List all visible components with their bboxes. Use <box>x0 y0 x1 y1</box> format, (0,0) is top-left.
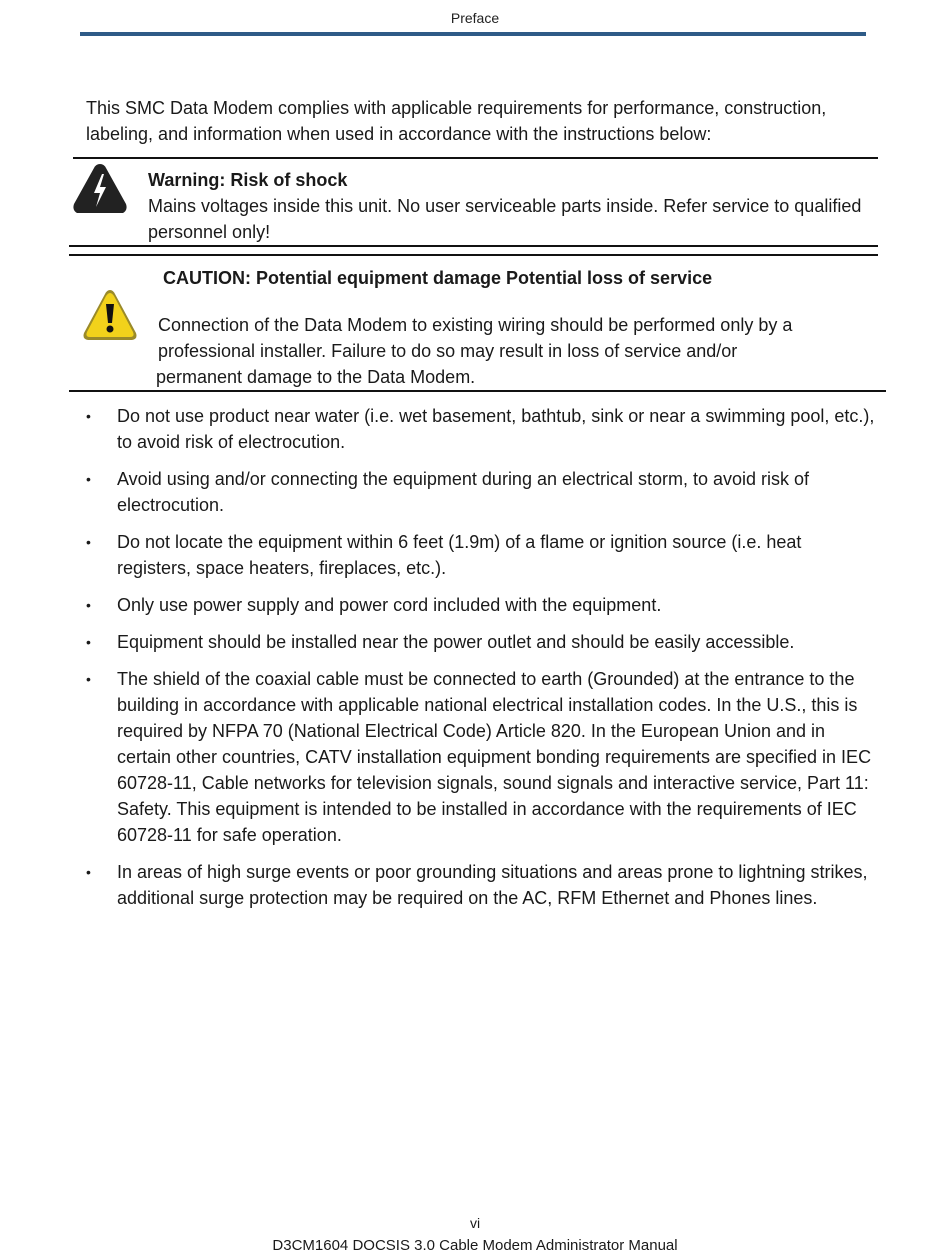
running-header: Preface <box>450 10 500 26</box>
list-item-text: Avoid using and/or connecting the equipment during an electrical storm, to avoid risk of electrocution. <box>117 469 810 515</box>
list-item <box>86 403 876 455</box>
caution-top-rule <box>69 254 878 256</box>
intro-paragraph: This SMC Data Modem complies with applicable requirements for performance, construction, labeling, and information when used in accordance with the instructions below: <box>86 98 827 144</box>
page-number: vi <box>469 1215 481 1231</box>
list-item <box>86 629 876 655</box>
caution-body-line: permanent damage to the Data Modem. <box>156 367 476 387</box>
list-item <box>86 666 876 848</box>
list-item-text: Equipment should be installed near the power outlet and should be easily accessible. <box>117 632 795 652</box>
list-item <box>86 592 876 618</box>
list-item <box>86 859 876 911</box>
caution-bottom-rule <box>69 390 886 392</box>
caution-title: CAUTION: Potential equipment damage Potential loss of service <box>163 268 713 288</box>
header-rule <box>80 32 866 36</box>
bullet-glyph: • <box>86 534 91 550</box>
list-item-text: Do not locate the equipment within 6 feet (1.9m) of a flame or ignition source (i.e. heat registers, space heaters, fireplaces, etc.). <box>117 532 802 578</box>
shock-hazard-icon <box>71 162 129 216</box>
list-item-text: Only use power supply and power cord included with the equipment. <box>117 595 662 615</box>
warning-notice <box>148 167 868 245</box>
warning-title: Warning: Risk of shock <box>148 170 348 190</box>
caution-body <box>158 312 858 390</box>
warning-body: Mains voltages inside this unit. No user serviceable parts inside. Refer service to qualified personnel only! <box>148 196 862 242</box>
list-item <box>86 529 876 581</box>
caution-body-line: professional installer. Failure to do so may result in loss of service and/or <box>158 341 738 361</box>
warning-bottom-rule <box>69 245 878 247</box>
bullet-glyph: • <box>86 634 91 650</box>
running-footer: D3CM1604 DOCSIS 3.0 Cable Modem Administrator Manual <box>272 1237 678 1254</box>
bullet-glyph: • <box>86 864 91 880</box>
list-item <box>86 466 876 518</box>
bullet-glyph: • <box>86 671 91 687</box>
bullet-glyph: • <box>86 471 91 487</box>
list-item-text: In areas of high surge events or poor grounding situations and areas prone to lightning strikes, additional surge protection may be required on the AC, RFM Ethernet and Phones lines. <box>117 862 868 908</box>
bullet-glyph: • <box>86 408 91 424</box>
bullet-glyph: • <box>86 597 91 613</box>
list-item-text: The shield of the coaxial cable must be connected to earth (Grounded) at the entrance to the building in accordance with applicable national electrical installation codes. In the U.S., this is required by NFPA 70 (National Electrical Code) Article 820. In the European Union and in certain other countries, CATV installation equipment bonding requirements are specified in IEC 60728-11, Cable networks for television signals, sound signals and interactive service, Part 11: Safety. This equipment is intended to be installed in accordance with the requirements of IEC 60728-11 for safe operation. <box>117 669 872 845</box>
list-item-text: Do not use product near water (i.e. wet basement, bathtub, sink or near a swimming pool, etc.), to avoid risk of electrocution. <box>117 406 875 452</box>
caution-body-line: Connection of the Data Modem to existing wiring should be performed only by a <box>158 315 793 335</box>
safety-instructions-list <box>86 403 876 922</box>
warning-top-rule <box>73 157 878 159</box>
caution-exclamation-icon <box>81 287 139 343</box>
